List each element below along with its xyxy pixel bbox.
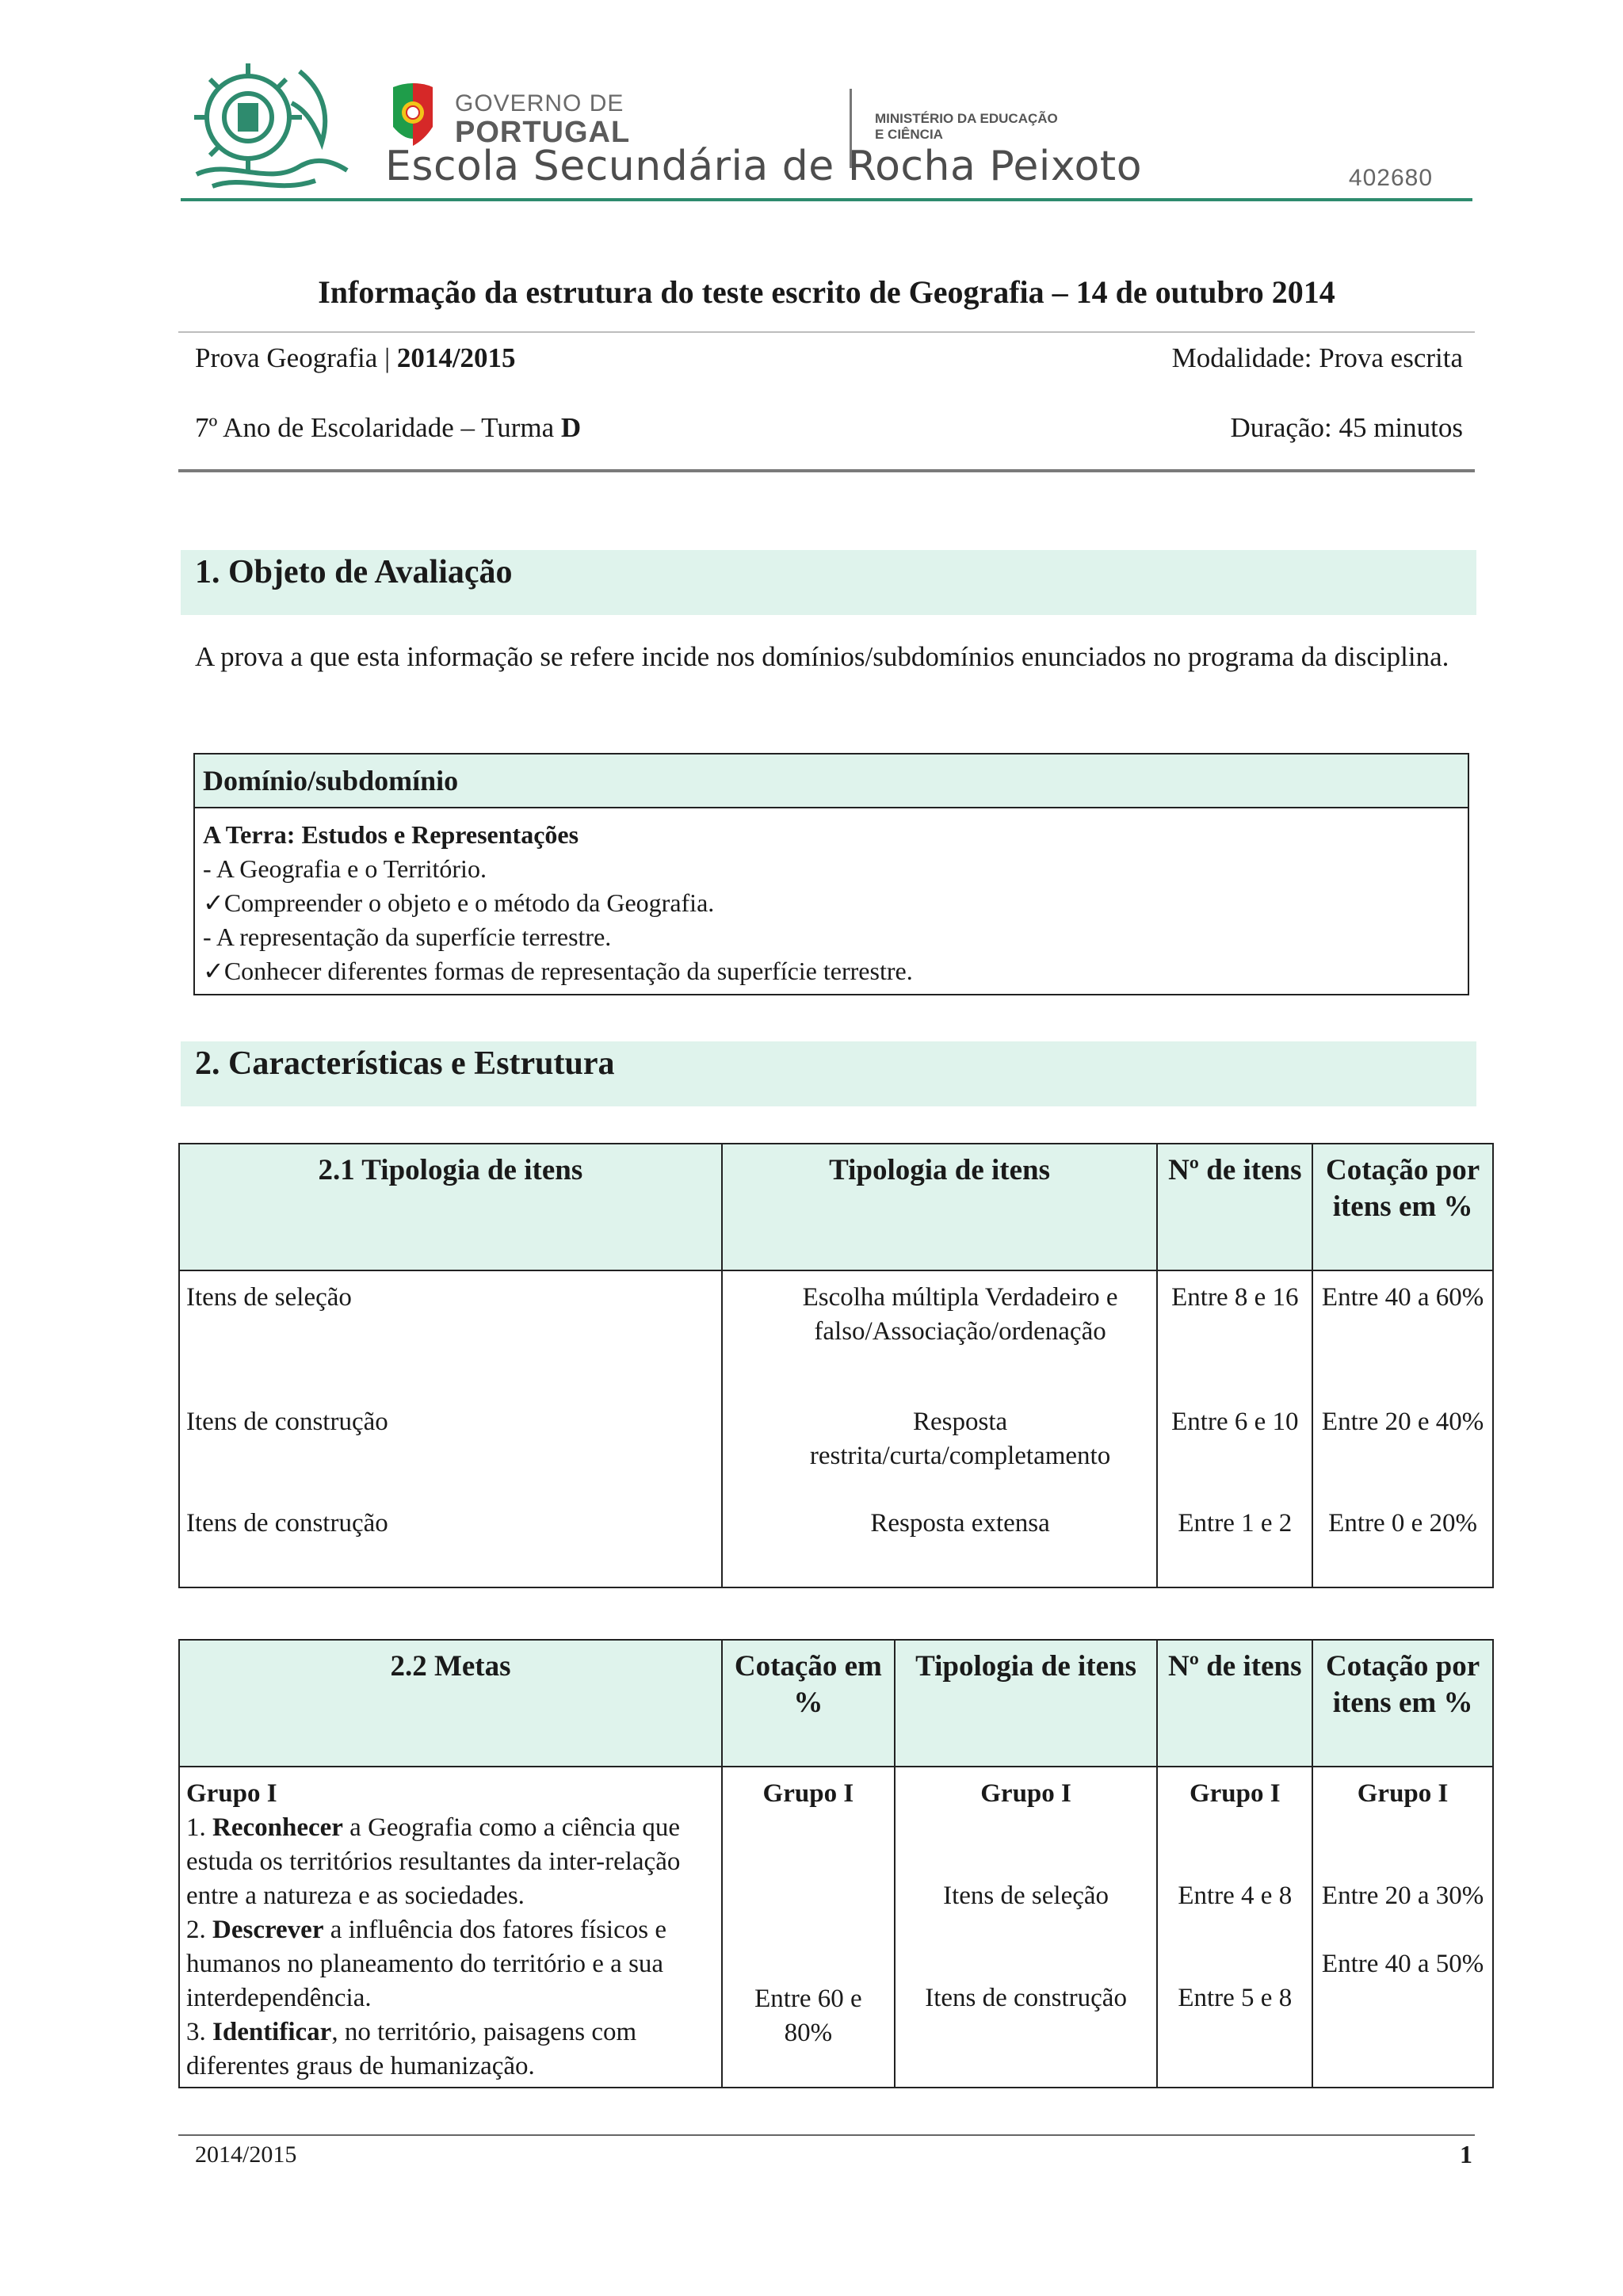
- n-itens-selecao: Entre 4 e 8: [1178, 1881, 1293, 1910]
- section-2-heading: 2. Características e Estrutura: [181, 1041, 1476, 1106]
- school-logo-icon: [181, 55, 363, 198]
- footer-divider: [178, 2134, 1475, 2136]
- grade-class: [195, 412, 581, 444]
- tipologia-selecao: Itens de seleção: [943, 1881, 1109, 1910]
- table-tipologia: [178, 1143, 1494, 1588]
- table-metas: [178, 1639, 1494, 2088]
- domain-title: A Terra: Estudos e Representações: [203, 820, 579, 849]
- portugal-flag-icon: [388, 79, 437, 151]
- exam-modality: Modalidade: Prova escrita: [1171, 342, 1463, 373]
- meta-number: 3.: [186, 2018, 212, 2046]
- domain-line: - A representação da superfície terrestre.: [203, 923, 612, 951]
- table-header-row: [179, 1144, 1493, 1270]
- exam-duration: Duração: 45 minutos: [1230, 412, 1463, 443]
- gov-line-1: GOVERNO DE: [455, 90, 624, 117]
- table-header-row: [179, 1640, 1493, 1767]
- meta-number: 2.: [186, 1916, 212, 1944]
- table-header-cell: Cotação por itens em %: [1312, 1640, 1493, 1767]
- domain-header: Domínio/subdomínio: [195, 755, 1468, 808]
- cotacao-cell: [722, 1767, 895, 2088]
- meta-number: 1.: [186, 1813, 212, 1842]
- letterhead: [181, 55, 1472, 214]
- meta-text: a Geografia como a ciência que estuda os territórios resultantes da inter-relação entre a natureza e as sociedades.: [186, 1813, 681, 1910]
- section-1-heading: 1. Objeto de Avaliação: [181, 550, 1476, 615]
- meta-item: [186, 2015, 715, 2084]
- ministry-line-2: E CIÊNCIA: [875, 127, 943, 143]
- table-header-cell: Tipologia de itens: [895, 1640, 1158, 1767]
- school-year: 2014/2015: [396, 342, 516, 373]
- table-cell: Entre 40 a 60%: [1312, 1270, 1493, 1405]
- meta-verb: Identificar: [212, 2018, 332, 2046]
- school-name: Escola Secundária de Rocha Peixoto: [385, 143, 1143, 190]
- table-cell: Entre 1 e 2: [1157, 1507, 1312, 1587]
- table-cell: Entre 6 e 10: [1157, 1405, 1312, 1507]
- meta-text: , no território, paisagens com diferentes graus de humanização.: [186, 2018, 637, 2080]
- grade-label: [195, 412, 561, 443]
- domain-line: - A Geografia e o Território.: [203, 854, 487, 883]
- domain-box: [193, 753, 1469, 995]
- table-row: [179, 1405, 1493, 1507]
- n-itens-cell: [1157, 1767, 1312, 2088]
- document-title: Informação da estrutura do teste escrito de Geografia – 14 de outubro 2014: [318, 274, 1335, 310]
- section-1-intro: A prova a que esta informação se refere incide nos domínios/subdomínios enunciados no programa da disciplina.: [195, 641, 1449, 672]
- n-itens-construcao: Entre 5 e 8: [1178, 1984, 1293, 2012]
- meta-item: [186, 1913, 715, 2015]
- table-cell: Resposta restrita/curta/completamento: [722, 1405, 1158, 1507]
- government-wordmark: [455, 92, 630, 147]
- table-header-cell: Cotação por itens em %: [1312, 1144, 1493, 1270]
- table-cell: Entre 0 e 20%: [1312, 1507, 1493, 1587]
- tipologia-construcao: Itens de construção: [925, 1984, 1127, 2012]
- exam-subject-label: Prova Geografia |: [195, 342, 397, 373]
- cotacao-construcao: Entre 40 a 50%: [1321, 1950, 1484, 1978]
- table-cell: Entre 8 e 16: [1157, 1270, 1312, 1405]
- ministry-name: [875, 111, 1058, 143]
- table-cell: Escolha múltipla Verdadeiro e falso/Associação/ordenação: [722, 1270, 1158, 1405]
- ministry-line-1: MINISTÉRIO DA EDUCAÇÃO: [875, 111, 1058, 126]
- group-label: Grupo I: [980, 1779, 1071, 1808]
- group-label: Grupo I: [1189, 1779, 1281, 1808]
- header-divider: [181, 198, 1472, 201]
- table-header-cell: Nº de itens: [1157, 1640, 1312, 1767]
- footer-year: 2014/2015: [195, 2141, 297, 2168]
- exam-subject: [195, 342, 516, 374]
- table-header-cell: 2.2 Metas: [179, 1640, 722, 1767]
- table-header-cell: Cotação em %: [722, 1640, 895, 1767]
- table-row: [179, 1767, 1493, 2088]
- meta-item: [186, 1811, 715, 1913]
- meta-verb: Reconhecer: [212, 1813, 343, 1842]
- table-row: [179, 1507, 1493, 1587]
- cotacao-itens-cell: [1312, 1767, 1493, 2088]
- class-letter: D: [560, 412, 582, 443]
- table-row: [179, 1270, 1493, 1405]
- table-header-cell: 2.1 Tipologia de itens: [179, 1144, 722, 1270]
- tipologia-cell: [895, 1767, 1158, 2088]
- table-header-cell: Tipologia de itens: [722, 1144, 1158, 1270]
- meta-divider: [178, 469, 1475, 472]
- table-cell: Itens de seleção: [179, 1270, 722, 1405]
- table-cell: Itens de construção: [179, 1507, 722, 1587]
- group-label: Grupo I: [762, 1779, 854, 1808]
- domain-body: [195, 808, 1468, 988]
- cotacao-total: Entre 60 e 80%: [754, 1985, 862, 2047]
- school-code: 402680: [1348, 165, 1433, 191]
- domain-line: ✓Compreender o objeto e o método da Geografia.: [203, 888, 715, 917]
- group-label: Grupo I: [186, 1779, 277, 1808]
- metas-cell: [179, 1767, 722, 2088]
- table-cell: Itens de construção: [179, 1405, 722, 1507]
- group-label: Grupo I: [1357, 1779, 1449, 1808]
- table-cell: Resposta extensa: [722, 1507, 1158, 1587]
- gov-line-2: PORTUGAL: [455, 116, 631, 149]
- title-divider: [178, 331, 1475, 333]
- cotacao-selecao: Entre 20 a 30%: [1321, 1881, 1484, 1910]
- page-number: 1: [1460, 2140, 1472, 2168]
- meta-text: a influência dos fatores físicos e humanos no planeamento do território e a sua interdependência.: [186, 1916, 666, 2012]
- grade-text: 7º Ano de Escolaridade – Turma: [195, 412, 561, 443]
- table-header-cell: Nº de itens: [1157, 1144, 1312, 1270]
- meta-verb: Descrever: [212, 1916, 324, 1944]
- domain-line: ✓Conhecer diferentes formas de representação da superfície terrestre.: [203, 957, 913, 985]
- table-cell: Entre 20 e 40%: [1312, 1405, 1493, 1507]
